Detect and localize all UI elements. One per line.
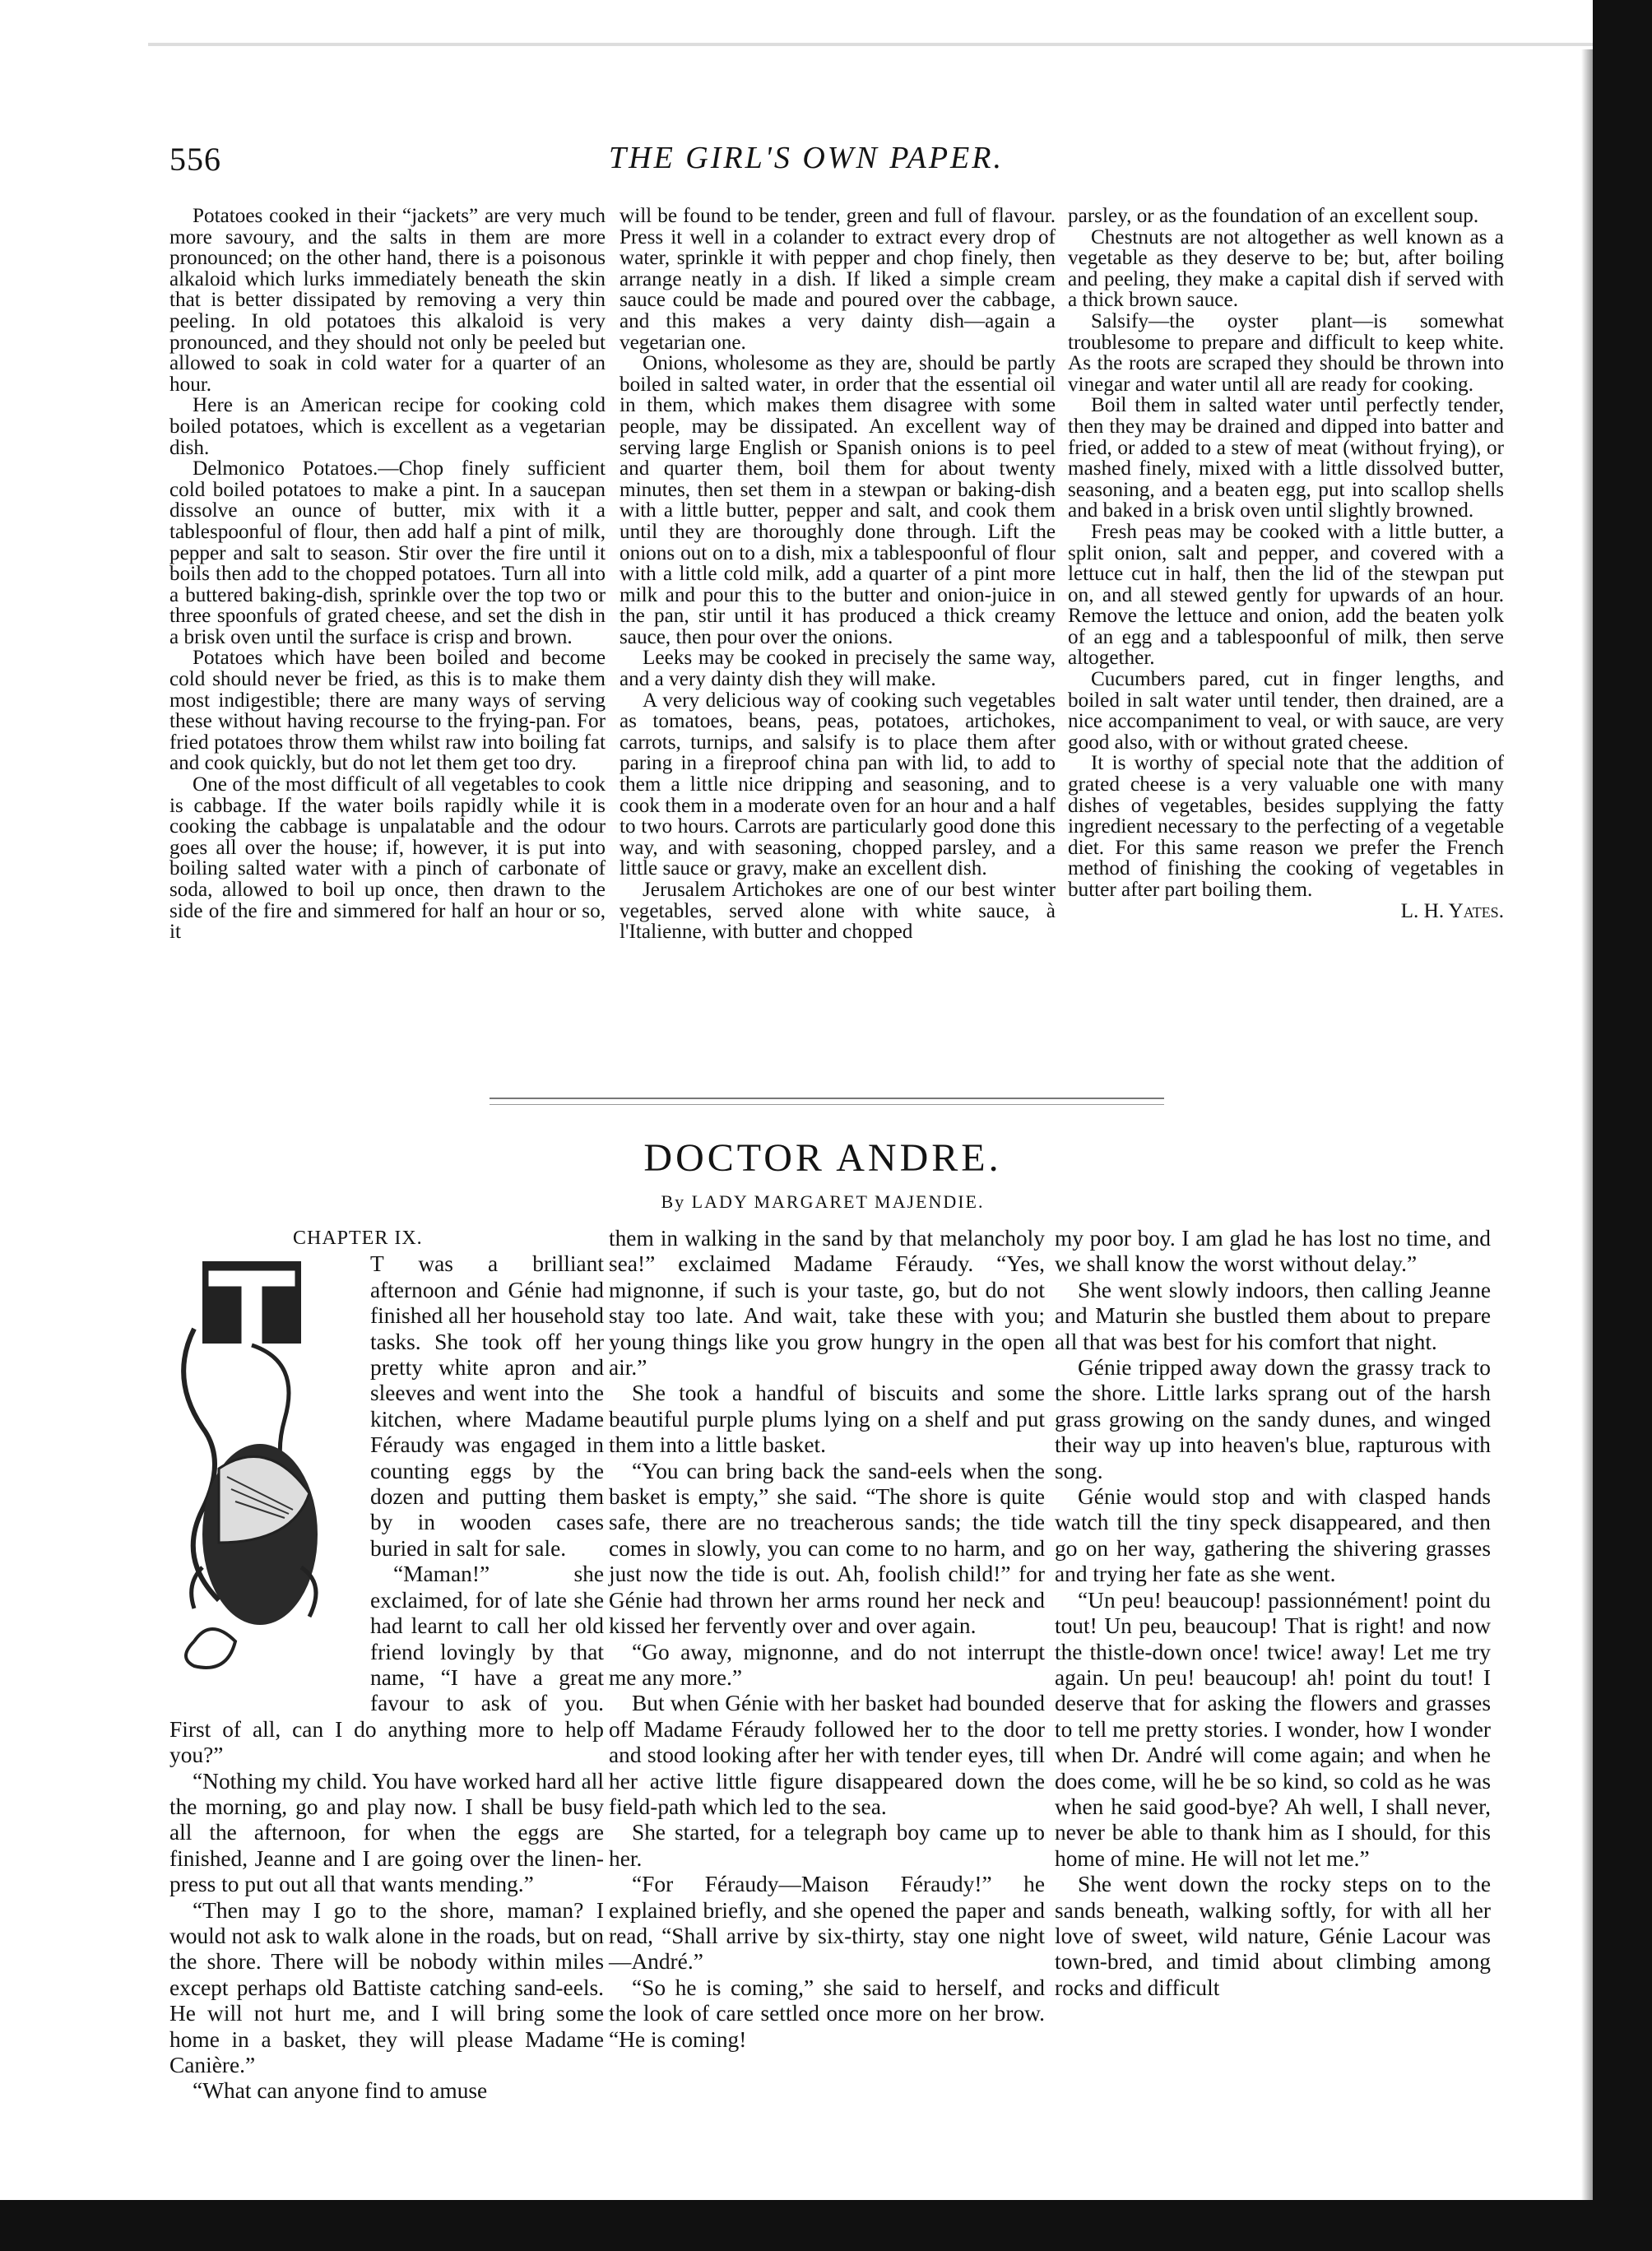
paragraph: She started, for a telegraph boy came up to her.: [609, 1820, 1045, 1871]
story-column-2: [609, 1226, 1045, 2053]
article-column-2: [620, 206, 1056, 943]
scan-left-margin: [0, 0, 23, 2251]
paragraph: Jerusalem Artichokes are one of our best winter vegetables, served alone with white sauce, à l'Italienne, with butter and chopped: [620, 879, 1056, 944]
paragraph: my poor boy. I am glad he has lost no time, and we shall know the worst without delay.”: [1055, 1226, 1491, 1277]
paragraph: Génie would stop and with clasped hands watch till the tiny speck disappeared, and then go on her way, gathering the shivering grasses and trying her fate as she went.: [1055, 1484, 1491, 1587]
scan-right-border: [1593, 0, 1652, 2251]
paragraph: Génie tripped away down the grassy track to the shore. Little larks sprang out of the harsh grass growing on the sandy dunes, and winged their way up into heaven's blue, rapturous with song.: [1055, 1355, 1491, 1483]
page-header: [148, 140, 1497, 189]
paragraph: “Nothing my child. You have worked hard all the morning, go and play now. I shall be busy all the afternoon, for when the eggs are finished, Jeanne and I are going over the linen-press to put out all that wants mending.”: [169, 1768, 604, 1897]
paragraph: parsley, or as the foundation of an excellent soup.: [1068, 205, 1479, 227]
paragraph: Potatoes which have been boiled and become cold should never be fried, as this is to make them most indigestible; there are many ways of serving these without having recourse to the frying-pan. For fried potatoes throw them whilst raw into boiling fat and cook quickly, but do not let them get too dry.: [169, 647, 606, 775]
magazine-page: [148, 123, 1504, 2197]
story-column-3: [1055, 1226, 1491, 2001]
scan-top-line: [148, 43, 1596, 46]
author-signature: L. H. Yates.: [1400, 899, 1504, 922]
story-title: DOCTOR ANDRE.: [643, 1136, 1002, 1180]
paragraph: Fresh peas may be cooked with a little butter, a split onion, salt and pepper, and covered with a lettuce cut in half, then the lid of the stewpan put on, and all stewed gently for upwards of an hour. Remove the lettuce and onion, add the beaten yolk of an egg and a tablespoonful of milk, then serve altogether.: [1068, 520, 1504, 670]
paragraph: It is worthy of special note that the addition of grated cheese is a very valuable one with many dishes of vegetables, besides supplying the fatty ingredient necessary to the perfecting of a vegetable diet. For this same reason we prefer the French method of finishing the cooking of vegetables in butter after part boiling them.: [1068, 752, 1504, 901]
paragraph: But when Génie with her basket had bounded off Madame Féraudy followed her to the door and stood looking after her with tender eyes, till her active little figure disappeared down the field-path which led to the sea.: [609, 1691, 1045, 1819]
paragraph: Boil them in salted water until perfectly tender, then they may be drained and dipped into batter and fried, or added to a stew of meat (without frying), or mashed finely, mixed with a little dissolved butter, seasoning, and a beaten egg, put into scallop shells and baked in a brisk oven until slightly browned.: [1068, 394, 1504, 522]
paragraph: She went slowly indoors, then calling Jeanne and Maturin she bustled them about to prepare all that was best for his comfort that night.: [1055, 1277, 1491, 1354]
paragraph: “You can bring back the sand-eels when the basket is empty,” she said. “The shore is quite safe, there are no treacherous sands; the tide comes in slowly, you can come to no harm, and just now the tide is out. Ah, foolish child!” for Génie had thrown her arms round her neck and kissed her fervently over and over again.: [609, 1458, 1045, 1639]
scan-bottom-border: [0, 2200, 1652, 2251]
paragraph: Salsify—the oyster plant—is somewhat troublesome to prepare and difficult to keep white. As the roots are scraped they should be thrown into vinegar and water until all are ready for cooking.: [1068, 309, 1504, 396]
paragraph: “Maman!” she exclaimed, for of late she had learnt to call her old friend lovingly by that name, “I have a great favour to ask of you. First of all, can I do anything more to help you?”: [169, 1562, 604, 1768]
drop-cap-letter: T: [370, 1251, 384, 1277]
paragraph: She went down the rocky steps on to the sands beneath, walking softly, for with all her love of sweet, wild nature, Génie Lacour was town-bred, and timid about climbing among rocks and difficult: [1055, 1872, 1491, 2000]
chapter-heading: CHAPTER IX.: [293, 1228, 423, 1249]
paragraph: “So he is coming,” she said to herself, and the look of care settled once more on her brow. “He is coming!: [609, 1975, 1045, 2052]
paragraph: Potatoes cooked in their “jackets” are very much more savoury, and the salts in them are more pronounced; on the other hand, there is a poisonous alkaloid which lurks immediately beneath the skin that is better dissipated by removing a very thin peeling. In old potatoes this alkaloid is very pronounced, and they should not only be peeled but allowed to soak in cold water for a quarter of an hour.: [169, 205, 606, 396]
paragraph: “Go away, mignonne, and do not interrupt me any more.”: [609, 1639, 1045, 1690]
paragraph: Cucumbers pared, cut in finger lengths, and boiled in salt water until tender, then drained, are a nice accompaniment to veal, or with sauce, are very good also, with or without grated cheese.: [1068, 668, 1504, 754]
paragraph: “Then may I go to the shore, maman? I would not ask to walk alone in the roads, but on the shore. There will be nobody within miles except perhaps old Battiste catching sand-eels. He will not hurt me, and I will bring some home in a basket, they will please Madame Canière.”: [169, 1897, 604, 2077]
paragraph: She took a handful of biscuits and some beautiful purple plums lying on a shelf and put them into a little basket.: [609, 1381, 1045, 1458]
paragraph: was a brilliant afternoon and Génie had finished all her household tasks. She took off her pretty white apron and sleeves and went into the kitchen, where Madame Féraudy was engaged in counting eggs by the dozen and putting them by in wooden cases buried in salt for sale.: [370, 1251, 604, 1561]
paragraph: Chestnuts are not altogether as well known as a vegetable as they deserve to be; but, after boiling and peeling, they make a capital dish if served with a thick brown sauce.: [1068, 225, 1504, 312]
paragraph: One of the most difficult of all vegetables to cook is cabbage. If the water boils rapidly while it is cooking the cabbage is unpalatable and the odour goes all over the house; if, however, it is put into boiling salted water with a pinch of carbonate of soda, allowed to boil up once, then drawn to the side of the fire and simmered for half an hour or so, it: [169, 773, 606, 944]
scan-right-shadow: [1581, 49, 1593, 2205]
paragraph: them in walking in the sand by that melancholy sea!” exclaimed Madame Féraudy. “Yes, mignonne, if such is your taste, go, but do not stay too late. And wait, take these with you; young things like you grow hungry in the open air.”: [609, 1226, 1045, 1381]
page-number: 556: [169, 141, 221, 178]
paragraph: “What can anyone find to amuse: [193, 2078, 488, 2104]
article-column-3: [1068, 206, 1504, 921]
running-title: THE GIRL'S OWN PAPER.: [609, 141, 1004, 175]
ornament-butterfly-icon: [169, 1255, 360, 1715]
paragraph: A very delicious way of cooking such vegetables as tomatoes, beans, peas, potatoes, artichokes, carrots, turnips, and salsify is to place them after paring in a fireproof china pan with lid, to add to them a little nice dripping and seasoning, and to cook them in a moderate oven for an hour and a half to two hours. Carrots are particularly good done this way, and with seasoning, chopped parsley, and a little sauce or gravy, make an excellent dish.: [620, 689, 1056, 880]
paragraph: Here is an American recipe for cooking cold boiled potatoes, which is excellent as a vegetarian dish.: [169, 394, 606, 459]
paragraph: “For Féraudy—Maison Féraudy!” he explained briefly, and she opened the paper and read, “Shall arrive by six-thirty, stay one night—André.”: [609, 1872, 1045, 1975]
paragraph: Leeks may be cooked in precisely the same way, and a very dainty dish they will make.: [620, 647, 1056, 691]
paragraph: will be found to be tender, green and full of flavour. Press it well in a colander to extract every drop of water, sprinkle it with pepper and chop finely, then arrange neatly in a dish. If liked a simple cream sauce could be made and poured over the cabbage, and this makes a very dainty dish—again a vegetarian one.: [620, 205, 1056, 354]
section-divider: [490, 1098, 1164, 1105]
paragraph: Delmonico Potatoes.—Chop finely sufficient cold boiled potatoes to make a pint. In a saucepan dissolve an ounce of butter, mix with it a tablespoonful of flour, then add half a pint of milk, pepper and salt to season. Stir over the fire until it boils then add to the chopped potatoes. Turn all into a buttered baking-dish, sprinkle over the top two or three spoonfuls of grated cheese, and set the dish in a brisk oven until the surface is crisp and brown.: [169, 457, 606, 648]
decorated-initial-T: [169, 1255, 360, 1715]
paragraph: “Un peu! beaucoup! passionnément! point du tout! Un peu, beaucoup! That is right! and now the thistle-down once! twice! away! Let me try again. Un peu! beaucoup! ah! point du tout! I deserve that for asking the flowers and grasses to tell me pretty stories. I wonder, how I wonder when Dr. André will come again; and when he does come, will he be so kind, so cold as he was when he said good-bye? Ah well, I shall never, never be able to thank him as I should, for this home of mine. He will not let me.”: [1055, 1587, 1491, 1871]
story-column-1: [169, 1226, 604, 2105]
story-byline: By LADY MARGARET MAJENDIE.: [661, 1191, 985, 1212]
paragraph: Onions, wholesome as they are, should be partly boiled in salted water, in order that the essential oil in them, which makes them disagree with some people, may be dissipated. An excellent way of serving large English or Spanish onions is to peel and quarter them, boil them for about twenty minutes, then set them in a stewpan or baking-dish with a little butter, pepper and salt, and cook them until they are thoroughly done through. Lift the onions out on to a dish, mix a tablespoonful of flour with a little cold milk, add a quarter of a pint more milk and pour this to the butter and onion-juice in the pan, stir until it has produced a thick creamy sauce, then pour over the onions.: [620, 352, 1056, 648]
article-column-1: [169, 206, 606, 943]
